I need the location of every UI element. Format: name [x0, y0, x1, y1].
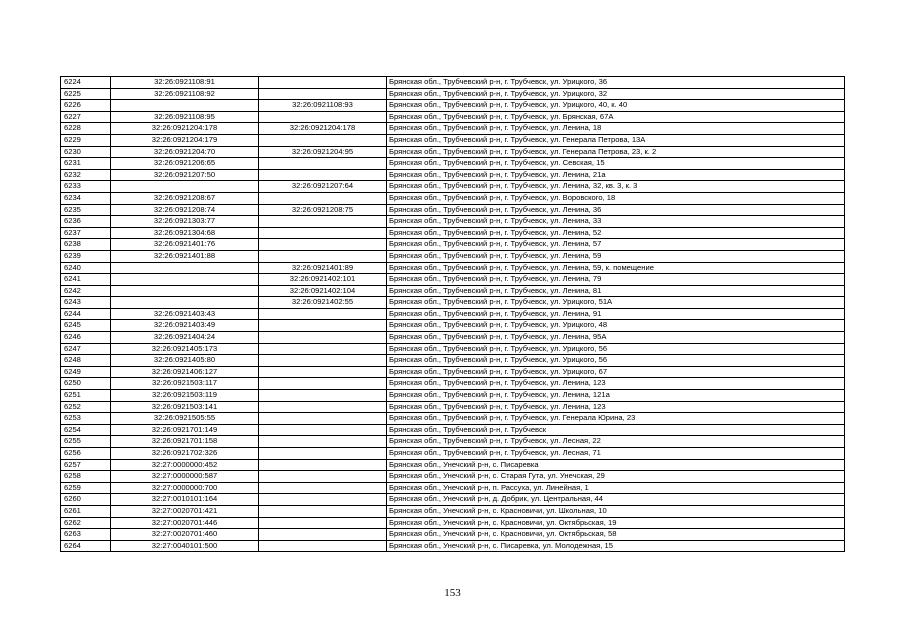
cadastral-number-cell: 32:26:0921405:173	[111, 343, 259, 355]
related-cadastral-number-cell	[259, 308, 387, 320]
address-cell: Брянская обл., Трубчевский р-н, г. Трубчевск, ул. Ленина, 59	[387, 250, 845, 262]
table-row	[61, 308, 845, 320]
row-number-cell: 6231	[61, 158, 111, 170]
address-cell: Брянская обл., Унечский р-н, с. Писаревка	[387, 459, 845, 471]
related-cadastral-number-cell	[259, 192, 387, 204]
address-cell: Брянская обл., Трубчевский р-н, г. Трубчевск, ул. Ленина, 81	[387, 285, 845, 297]
row-number-cell: 6245	[61, 320, 111, 332]
row-number-cell: 6251	[61, 390, 111, 402]
address-cell: Брянская обл., Трубчевский р-н, г. Трубчевск, ул. Ленина, 32, кв. 3, к. 3	[387, 181, 845, 193]
cadastral-number-cell: 32:26:0921207:50	[111, 169, 259, 181]
related-cadastral-number-cell	[259, 332, 387, 344]
cadastral-number-cell: 32:27:0040101:500	[111, 540, 259, 552]
address-cell: Брянская обл., Трубчевский р-н, г. Трубчевск, ул. Урицкого, 56	[387, 343, 845, 355]
related-cadastral-number-cell	[259, 436, 387, 448]
cadastral-number-cell: 32:26:0921108:92	[111, 88, 259, 100]
table-row	[61, 494, 845, 506]
row-number-cell: 6249	[61, 366, 111, 378]
address-cell: Брянская обл., Трубчевский р-н, г. Трубчевск, ул. Ленина, 57	[387, 239, 845, 251]
related-cadastral-number-cell: 32:26:0921207:64	[259, 181, 387, 193]
table-row	[61, 239, 845, 251]
cadastral-number-cell	[111, 181, 259, 193]
cadastral-number-cell: 32:26:0921406:127	[111, 366, 259, 378]
table-row	[61, 204, 845, 216]
address-cell: Брянская обл., Трубчевский р-н, г. Трубчевск, ул. Ленина, 121а	[387, 390, 845, 402]
table-row	[61, 297, 845, 309]
address-cell: Брянская обл., Унечский р-н, с. Красновичи, ул. Октябрьская, 58	[387, 529, 845, 541]
row-number-cell: 6250	[61, 378, 111, 390]
address-cell: Брянская обл., Трубчевский р-н, г. Трубчевск, ул. Лесная, 22	[387, 436, 845, 448]
related-cadastral-number-cell	[259, 378, 387, 390]
table-row	[61, 250, 845, 262]
address-cell: Брянская обл., Трубчевский р-н, г. Трубчевск, ул. Ленина, 36	[387, 204, 845, 216]
row-number-cell: 6232	[61, 169, 111, 181]
related-cadastral-number-cell	[259, 390, 387, 402]
cadastral-number-cell: 32:26:0921303:77	[111, 216, 259, 228]
address-cell: Брянская обл., Трубчевский р-н, г. Трубчевск, ул. Ленина, 95А	[387, 332, 845, 344]
cadastral-number-cell: 32:27:0000000:587	[111, 471, 259, 483]
cadastral-number-cell	[111, 297, 259, 309]
row-number-cell: 6264	[61, 540, 111, 552]
cadastral-number-cell: 32:26:0921204:178	[111, 123, 259, 135]
table-row	[61, 262, 845, 274]
table-row	[61, 401, 845, 413]
row-number-cell: 6228	[61, 123, 111, 135]
related-cadastral-number-cell	[259, 343, 387, 355]
row-number-cell: 6239	[61, 250, 111, 262]
address-cell: Брянская обл., Трубчевский р-н, г. Трубчевск, ул. Ленина, 123	[387, 378, 845, 390]
table-row	[61, 390, 845, 402]
cadastral-number-cell: 32:26:0921108:91	[111, 77, 259, 89]
cadastral-number-cell: 32:26:0921701:149	[111, 424, 259, 436]
related-cadastral-number-cell: 32:26:0921108:93	[259, 100, 387, 112]
related-cadastral-number-cell	[259, 250, 387, 262]
cadastral-number-cell	[111, 100, 259, 112]
row-number-cell: 6224	[61, 77, 111, 89]
cadastral-number-cell: 32:26:0921403:49	[111, 320, 259, 332]
row-number-cell: 6225	[61, 88, 111, 100]
row-number-cell: 6253	[61, 413, 111, 425]
address-cell: Брянская обл., Унечский р-н, с. Старая Гута, ул. Унечская, 29	[387, 471, 845, 483]
address-cell: Брянская обл., Трубчевский р-н, г. Трубчевск, ул. Ленина, 59, к. помещение	[387, 262, 845, 274]
row-number-cell: 6238	[61, 239, 111, 251]
related-cadastral-number-cell	[259, 401, 387, 413]
row-number-cell: 6236	[61, 216, 111, 228]
table-row	[61, 111, 845, 123]
cadastral-number-cell	[111, 274, 259, 286]
row-number-cell: 6242	[61, 285, 111, 297]
table-row	[61, 505, 845, 517]
row-number-cell: 6237	[61, 227, 111, 239]
cadastral-number-cell: 32:26:0921304:68	[111, 227, 259, 239]
row-number-cell: 6260	[61, 494, 111, 506]
row-number-cell: 6256	[61, 448, 111, 460]
row-number-cell: 6248	[61, 355, 111, 367]
table-row	[61, 158, 845, 170]
table-row	[61, 343, 845, 355]
related-cadastral-number-cell	[259, 216, 387, 228]
address-cell: Брянская обл., Трубчевский р-н, г. Трубчевск, ул. Урицкого, 32	[387, 88, 845, 100]
cadastral-number-cell	[111, 285, 259, 297]
address-cell: Брянская обл., Трубчевский р-н, г. Трубчевск, ул. Урицкого, 40, к. 40	[387, 100, 845, 112]
address-cell: Брянская обл., Унечский р-н, с. Красновичи, ул. Школьная, 10	[387, 505, 845, 517]
table-row	[61, 227, 845, 239]
table-row	[61, 332, 845, 344]
row-number-cell: 6255	[61, 436, 111, 448]
related-cadastral-number-cell	[259, 459, 387, 471]
cadastral-number-cell: 32:26:0921702:326	[111, 448, 259, 460]
table-row	[61, 216, 845, 228]
table-row	[61, 378, 845, 390]
table-row	[61, 366, 845, 378]
address-cell: Брянская обл., Трубчевский р-н, г. Трубчевск, ул. Урицкого, 36	[387, 77, 845, 89]
row-number-cell: 6254	[61, 424, 111, 436]
table-row	[61, 169, 845, 181]
address-cell: Брянская обл., Трубчевский р-н, г. Трубчевск, ул. Ленина, 52	[387, 227, 845, 239]
related-cadastral-number-cell: 32:26:0921401:89	[259, 262, 387, 274]
address-cell: Брянская обл., Трубчевский р-н, г. Трубчевск, ул. Ленина, 33	[387, 216, 845, 228]
cadastral-number-cell: 32:26:0921108:95	[111, 111, 259, 123]
cadastral-number-cell: 32:26:0921401:76	[111, 239, 259, 251]
address-cell: Брянская обл., Трубчевский р-н, г. Трубчевск, ул. Генерала Петрова, 23, к. 2	[387, 146, 845, 158]
cadastral-number-cell: 32:26:0921208:67	[111, 192, 259, 204]
related-cadastral-number-cell	[259, 471, 387, 483]
table-row	[61, 540, 845, 552]
table-row	[61, 459, 845, 471]
table-row	[61, 529, 845, 541]
cadastral-number-cell: 32:26:0921503:141	[111, 401, 259, 413]
related-cadastral-number-cell	[259, 448, 387, 460]
row-number-cell: 6243	[61, 297, 111, 309]
row-number-cell: 6252	[61, 401, 111, 413]
cadastral-number-cell: 32:26:0921206:65	[111, 158, 259, 170]
table-row	[61, 146, 845, 158]
related-cadastral-number-cell	[259, 158, 387, 170]
row-number-cell: 6258	[61, 471, 111, 483]
row-number-cell: 6241	[61, 274, 111, 286]
row-number-cell: 6240	[61, 262, 111, 274]
address-cell: Брянская обл., Трубчевский р-н, г. Трубчевск, ул. Генерала Юрина, 23	[387, 413, 845, 425]
table-row	[61, 413, 845, 425]
cadastral-number-cell: 32:26:0921503:119	[111, 390, 259, 402]
row-number-cell: 6234	[61, 192, 111, 204]
row-number-cell: 6229	[61, 134, 111, 146]
address-cell: Брянская обл., Трубчевский р-н, г. Трубчевск, ул. Генерала Петрова, 13А	[387, 134, 845, 146]
address-cell: Брянская обл., Трубчевский р-н, г. Трубчевск, ул. Ленина, 18	[387, 123, 845, 135]
table-row	[61, 274, 845, 286]
related-cadastral-number-cell	[259, 505, 387, 517]
registry-table-body	[61, 77, 845, 552]
address-cell: Брянская обл., Унечский р-н, п. Рассуха, ул. Линейная, 1	[387, 482, 845, 494]
row-number-cell: 6257	[61, 459, 111, 471]
row-number-cell: 6226	[61, 100, 111, 112]
address-cell: Брянская обл., Трубчевский р-н, г. Трубчевск, ул. Ленина, 21а	[387, 169, 845, 181]
cadastral-number-cell	[111, 262, 259, 274]
table-row	[61, 77, 845, 89]
related-cadastral-number-cell: 32:26:0921402:101	[259, 274, 387, 286]
related-cadastral-number-cell	[259, 482, 387, 494]
table-row	[61, 123, 845, 135]
related-cadastral-number-cell	[259, 111, 387, 123]
related-cadastral-number-cell	[259, 413, 387, 425]
cadastral-number-cell: 32:27:0000000:700	[111, 482, 259, 494]
related-cadastral-number-cell	[259, 517, 387, 529]
row-number-cell: 6230	[61, 146, 111, 158]
table-row	[61, 100, 845, 112]
related-cadastral-number-cell: 32:26:0921204:178	[259, 123, 387, 135]
address-cell: Брянская обл., Трубчевский р-н, г. Трубчевск, ул. Брянская, 67А	[387, 111, 845, 123]
related-cadastral-number-cell	[259, 424, 387, 436]
related-cadastral-number-cell	[259, 227, 387, 239]
address-cell: Брянская обл., Трубчевский р-н, г. Трубчевск, ул. Воровского, 18	[387, 192, 845, 204]
row-number-cell: 6259	[61, 482, 111, 494]
row-number-cell: 6262	[61, 517, 111, 529]
cadastral-number-cell: 32:26:0921404:24	[111, 332, 259, 344]
table-row	[61, 181, 845, 193]
address-cell: Брянская обл., Трубчевский р-н, г. Трубчевск, ул. Ленина, 123	[387, 401, 845, 413]
related-cadastral-number-cell	[259, 529, 387, 541]
cadastral-number-cell: 32:26:0921204:70	[111, 146, 259, 158]
address-cell: Брянская обл., Трубчевский р-н, г. Трубчевск, ул. Урицкого, 56	[387, 355, 845, 367]
address-cell: Брянская обл., Трубчевский р-н, г. Трубчевск	[387, 424, 845, 436]
table-row	[61, 285, 845, 297]
address-cell: Брянская обл., Трубчевский р-н, г. Трубчевск, ул. Ленина, 91	[387, 308, 845, 320]
related-cadastral-number-cell	[259, 239, 387, 251]
row-number-cell: 6244	[61, 308, 111, 320]
cadastral-number-cell: 32:27:0020701:421	[111, 505, 259, 517]
table-row	[61, 482, 845, 494]
related-cadastral-number-cell	[259, 320, 387, 332]
cadastral-number-cell: 32:26:0921701:158	[111, 436, 259, 448]
cadastral-number-cell: 32:27:0020701:446	[111, 517, 259, 529]
cadastral-number-cell: 32:27:0010101:164	[111, 494, 259, 506]
table-row	[61, 424, 845, 436]
related-cadastral-number-cell	[259, 366, 387, 378]
address-cell: Брянская обл., Трубчевский р-н, г. Трубчевск, ул. Урицкого, 48	[387, 320, 845, 332]
address-cell: Брянская обл., Трубчевский р-н, г. Трубчевск, ул. Севская, 15	[387, 158, 845, 170]
related-cadastral-number-cell	[259, 134, 387, 146]
table-row	[61, 192, 845, 204]
row-number-cell: 6261	[61, 505, 111, 517]
cadastral-number-cell: 32:26:0921503:117	[111, 378, 259, 390]
address-cell: Брянская обл., Унечский р-н, с. Писаревка, ул. Молодежная, 15	[387, 540, 845, 552]
related-cadastral-number-cell: 32:26:0921402:104	[259, 285, 387, 297]
related-cadastral-number-cell	[259, 494, 387, 506]
related-cadastral-number-cell: 32:26:0921402:55	[259, 297, 387, 309]
table-row	[61, 517, 845, 529]
related-cadastral-number-cell	[259, 88, 387, 100]
row-number-cell: 6246	[61, 332, 111, 344]
related-cadastral-number-cell	[259, 355, 387, 367]
cadastral-number-cell: 32:27:0000000:452	[111, 459, 259, 471]
cadastral-number-cell: 32:26:0921405:80	[111, 355, 259, 367]
address-cell: Брянская обл., Трубчевский р-н, г. Трубчевск, ул. Лесная, 71	[387, 448, 845, 460]
table-row	[61, 134, 845, 146]
table-row	[61, 448, 845, 460]
row-number-cell: 6227	[61, 111, 111, 123]
cadastral-number-cell: 32:27:0020701:460	[111, 529, 259, 541]
row-number-cell: 6247	[61, 343, 111, 355]
cadastral-number-cell: 32:26:0921505:55	[111, 413, 259, 425]
row-number-cell: 6233	[61, 181, 111, 193]
table-row	[61, 320, 845, 332]
registry-table	[60, 76, 845, 552]
cadastral-number-cell: 32:26:0921403:43	[111, 308, 259, 320]
related-cadastral-number-cell: 32:26:0921208:75	[259, 204, 387, 216]
address-cell: Брянская обл., Трубчевский р-н, г. Трубчевск, ул. Ленина, 79	[387, 274, 845, 286]
address-cell: Брянская обл., Унечский р-н, с. Красновичи, ул. Октябрьская, 19	[387, 517, 845, 529]
related-cadastral-number-cell	[259, 540, 387, 552]
related-cadastral-number-cell	[259, 77, 387, 89]
row-number-cell: 6235	[61, 204, 111, 216]
related-cadastral-number-cell	[259, 169, 387, 181]
related-cadastral-number-cell: 32:26:0921204:95	[259, 146, 387, 158]
table-row	[61, 88, 845, 100]
table-row	[61, 471, 845, 483]
page-number: 153	[444, 587, 461, 599]
row-number-cell: 6263	[61, 529, 111, 541]
table-row	[61, 355, 845, 367]
cadastral-number-cell: 32:26:0921204:179	[111, 134, 259, 146]
cadastral-number-cell: 32:26:0921401:88	[111, 250, 259, 262]
address-cell: Брянская обл., Унечский р-н, д. Добрик, ул. Центральная, 44	[387, 494, 845, 506]
address-cell: Брянская обл., Трубчевский р-н, г. Трубчевск, ул. Урицкого, 67	[387, 366, 845, 378]
table-row	[61, 436, 845, 448]
cadastral-number-cell: 32:26:0921208:74	[111, 204, 259, 216]
address-cell: Брянская обл., Трубчевский р-н, г. Трубчевск, ул. Урицкого, 51А	[387, 297, 845, 309]
